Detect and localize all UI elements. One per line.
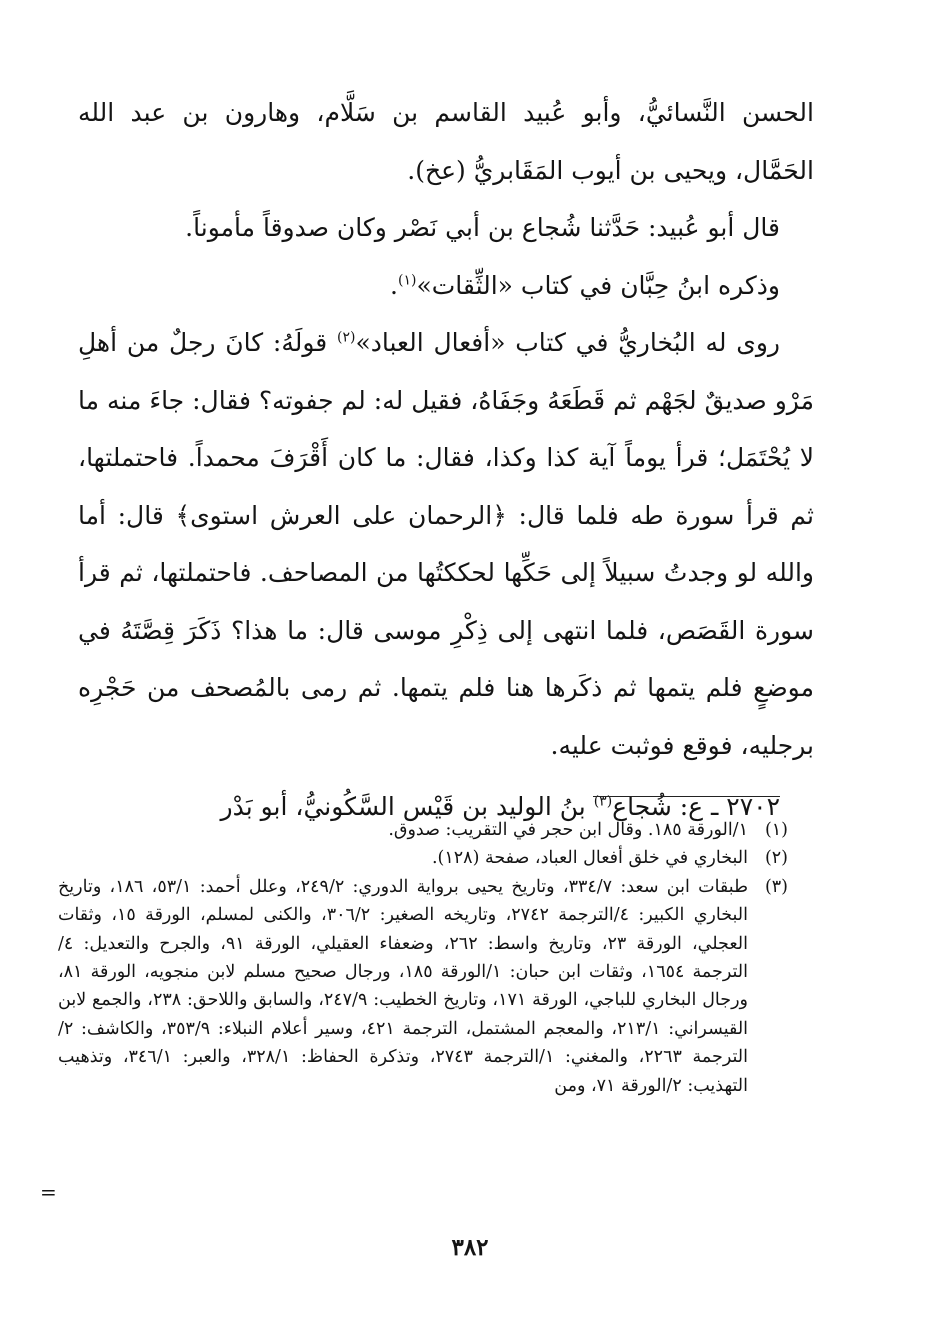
footnote-ref-3: (٣) (593, 793, 613, 810)
footnotes (58, 816, 788, 1100)
footnote-number: (٢) (764, 848, 788, 869)
continuation-mark: = (40, 1180, 57, 1204)
footnote-number: (٣) (764, 876, 788, 897)
entry-lineage: بنُ الوليد بن قَيْس السَّكُونيُّ، أبو بَدْر (220, 792, 594, 821)
paragraph-abu-ubaid: قال أبو عُبيد: حَدَّثنا شُجاع بن أبي نَصْر وكان صدوقاً مأموناً. (185, 213, 780, 242)
paragraph-narrators: الحسن النَّسائيُّ، وأبو عُبيد القاسم بن سَلَّام، وهارون بن عبد الله الحَمَّال، ويحيى بن أيوب المَقَابريُّ (عخ). (78, 98, 814, 185)
footnote-text: البخاري في خلق أفعال العباد، صفحة (١٢٨). (431, 848, 748, 869)
footnote-number: (١) (764, 820, 788, 840)
footnote-item (58, 873, 788, 1100)
footnote-ref-2: (٢) (337, 329, 356, 346)
paragraph-bukhari-quote (78, 314, 814, 774)
footnote-item (58, 816, 788, 844)
bukhari-intro: روى له البُخاريُّ في كتاب «أفعال العباد» (355, 328, 780, 357)
paragraph-ibn-hibban (78, 257, 814, 315)
bukhari-quote-text: قولَهُ: كانَ رجلٌ من أهلِ مَرْو صديقٌ لجَهْم ثم قَطَعَهُ وجَفَاهُ، فقيل له: لم جفوته؟ فقال: جاءَ منه ما لا يُحْتَمَل؛ قرأ يوماً آية كذا وكذا، فقال: ما كان أَقْرَفَ محمداً. فاحتملتها، ثم قرأ سورة طه فلما قال: ﴿الرحمان على العرش استوى﴾ قال: أما والله لو وجدتُ سبيلاً إلى حَكِّها لحككتُها من المصاحف. فاحتملتها، ثم قرأ سورة القَصَص، فلما انتهى إلى ذِكْرِ موسى قال: ما هذا؟ ذَكَرَ قِصَّتَهُ في موضعٍ فلم يتمها ثم ذكَرها هنا فلم يتمها. ثم رمى بالمُصحف من حَجْرِه برجليه، فوقع فوثبت عليه. (78, 328, 814, 760)
entry-number-name: ٢٧٠٢ ـ ع: شُجاع (612, 792, 780, 821)
footnote-text: ١/الورقة ١٨٥. وقال ابن حجر في التقريب: صدوق. (388, 820, 748, 840)
footnote-text: طبقات ابن سعد: ٣٣٤/٧، وتاريخ يحيى برواية الدوري: ٢٤٩/٢، وعلل أحمد: ٥٣/١، ١٨٦، وتاريخ البخاري الكبير: ٤/الترجمة ٢٧٤٢، وتاريخه الصغير: ٣٠٦/٢، والكنى لمسلم، الورقة ١٥، وثقات العجلي، الورقة ٢٣، وتاريخ واسط: ٢٦٢، وضعفاء العقيلي، الورقة ٩١، والجرح والتعديل: ٤/الترجمة ١٦٥٤، وثقات ابن حبان: ١/الورقة ١٨٥، ورجال صحيح مسلم لابن منجويه، الورقة ٨١، ورجال البخاري للباجي، الورقة ١٧١، وتاريخ الخطيب: ٢٤٧/٩، والسابق واللاحق: ٢٣٨، والجمع لابن القيسراني: ٢١٣/١، والمعجم المشتمل، الترجمة ٤٢١، وسير أعلام النبلاء: ٣٥٣/٩، والكاشف: ٢/الترجمة ٢٢٦٣، والمغني: ١/الترجمة ٢٧٤٣، وتذكرة الحفاظ: ٣٢٨/١، والعبر: ٣٤٦/١، وتذهيب التهذيب: ٢/الورقة ٧١، ومن (58, 876, 749, 1096)
ibn-hibban-end: . (390, 270, 398, 300)
ibn-hibban-text: وذكره ابنُ حِبَّان في كتاب «الثِّقات» (416, 270, 780, 300)
page-number: ٣٨٢ (451, 1234, 489, 1261)
main-text (78, 84, 814, 836)
footnote-separator (593, 796, 780, 797)
footnote-item (58, 844, 788, 872)
footnote-ref-1: (١) (398, 272, 417, 289)
